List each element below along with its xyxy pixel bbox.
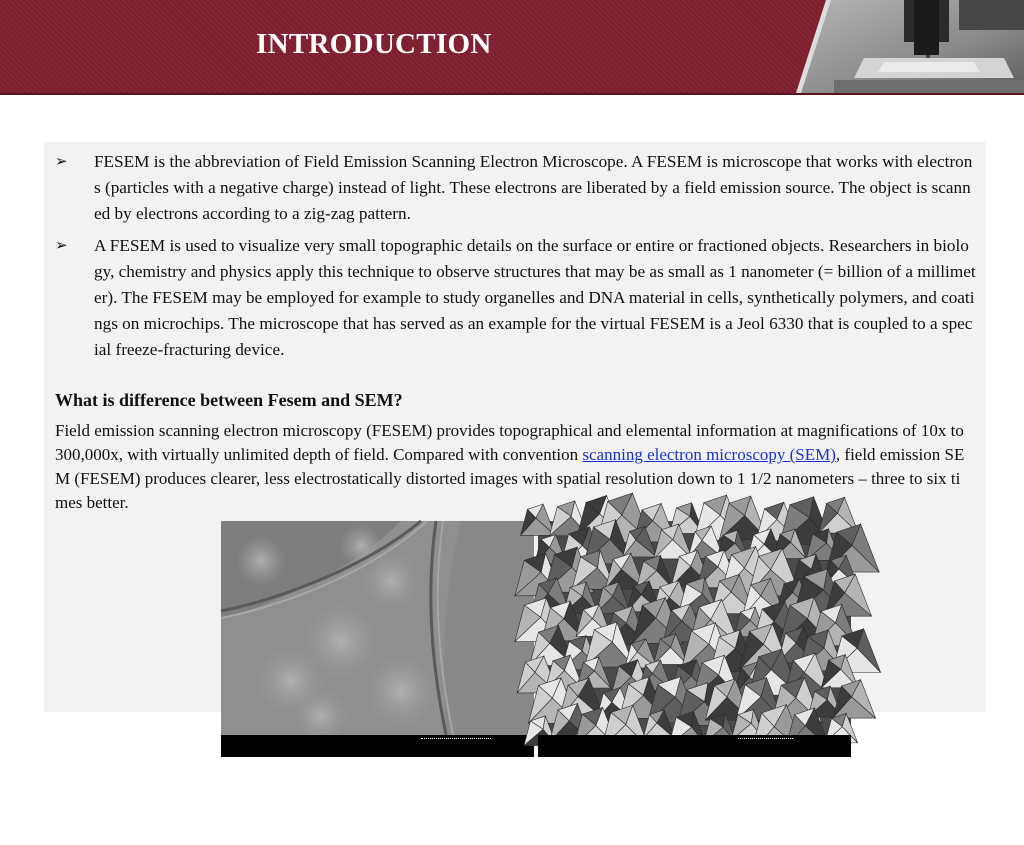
fesem-micrograph-left <box>221 521 534 818</box>
paragraph-text: Field emission scanning electron microscopy (FESEM) provides topographical and elemental information at magnifications of 10x to 300,000x, with virtually unlimited depth of field. Compared with convention <box>55 421 964 464</box>
bullet-text: A FESEM is used to visualize very small topographic details on the surface or entire or fractioned objects. Researchers in biology, chemistry and physics apply this technique to observe structures that may be as small as 1 nanometer (= billion of a millimeter). The FESEM may be employed for example to study organelles and DNA material in cells, synthetically polymers, and coatings on microchips. The microscope that has served as an example for the virtual FESEM is a Jeol 6330 that is coupled to a special freeze-fracturing device. <box>94 236 976 359</box>
arrowhead-bullet-icon: ➢ <box>55 154 68 170</box>
voltage-readout: 20.0kV <box>306 762 353 774</box>
micrograph-info-bar <box>221 735 534 818</box>
bullet-list <box>55 149 977 369</box>
scale-bar <box>738 738 793 742</box>
cell-membrane-image <box>221 521 534 735</box>
crystal-surface-image <box>538 521 851 735</box>
microscope-photo <box>774 0 1024 93</box>
micrograph-info-bar <box>538 735 851 774</box>
micrograph-readout: 004649 20.0kV X20.0K 1.50µm <box>554 762 766 774</box>
scale-bar <box>421 738 491 742</box>
slide-title: INTRODUCTION <box>256 28 492 60</box>
fesem-micrograph-right <box>538 521 851 774</box>
arrowhead-bullet-icon: ➢ <box>55 238 68 254</box>
bullet-text: FESEM is the abbreviation of Field Emission Scanning Electron Microscope. A FESEM is microscope that works with electrons (particles with a negative charge) instead of light. These electrons are liberated by a field emission source. The object is scanned by electrons according to a zig-zag pattern. <box>94 152 973 223</box>
scale-readout: 1.00µm <box>451 806 498 818</box>
paragraph-text: , field emission SEM (FESEM) produces clearer, less electrostatically distorted images with spatial resolution down to 1 1/2 nanometers – three to six times better. <box>55 445 965 512</box>
section-subheading: What is difference between Fesem and SEM? <box>55 390 403 410</box>
header-divider <box>0 93 1024 95</box>
list-item <box>55 149 977 227</box>
sem-link[interactable]: scanning electron microscopy (SEM) <box>582 445 836 464</box>
list-item <box>55 233 977 363</box>
header-banner <box>0 0 1024 93</box>
